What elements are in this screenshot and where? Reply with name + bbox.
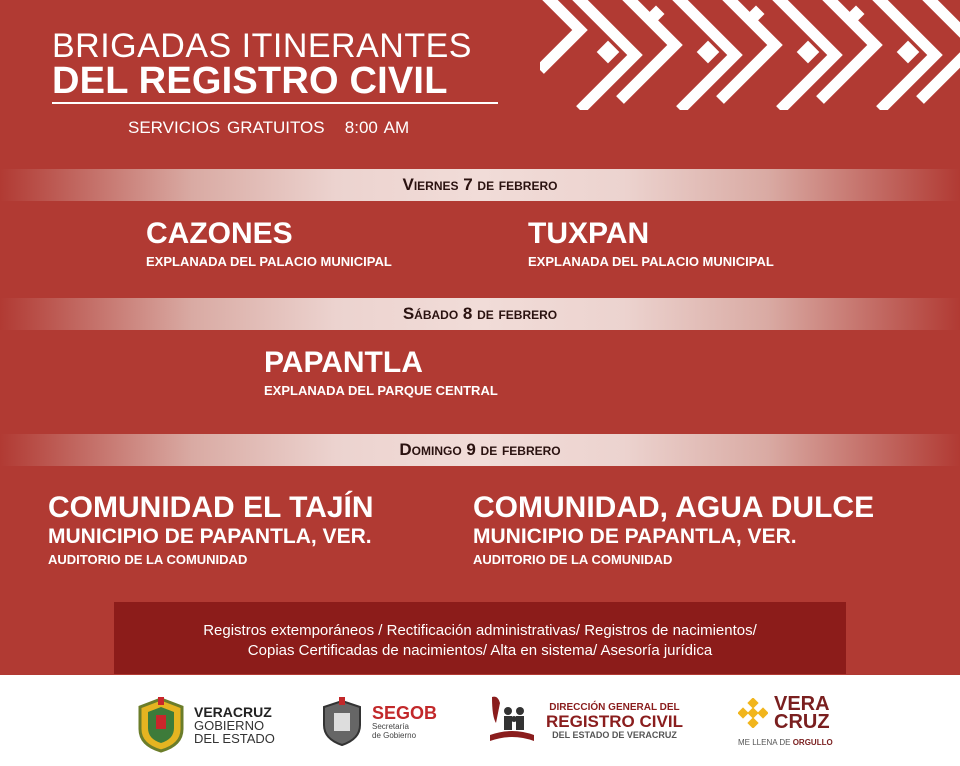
veracruz-shield-icon <box>136 697 186 753</box>
place-location: AUDITORIO DE LA COMUNIDAD <box>48 552 248 567</box>
place-name: COMUNIDAD, AGUA DULCE <box>473 491 875 524</box>
registro-civil-logo <box>486 693 683 749</box>
title-line-1: BRIGADAS ITINERANTES <box>52 27 472 65</box>
place-location: EXPLANADA DEL PALACIO MUNICIPAL <box>146 254 392 269</box>
place-cazones <box>146 217 392 271</box>
tagline-bold: ORGULLO <box>792 738 833 747</box>
segob-shield-icon <box>320 697 364 747</box>
day-label: Viernes 7 de febrero <box>402 175 558 194</box>
place-papantla <box>264 346 498 400</box>
place-location: AUDITORIO DE LA COMUNIDAD <box>473 552 673 567</box>
brand-vera: VERA <box>774 693 830 715</box>
segob-sub-1: Secretaría <box>372 722 409 731</box>
place-municipality: MUNICIPIO DE PAPANTLA, VER. <box>473 525 797 548</box>
veracruz-label: VERACRUZ <box>194 703 272 720</box>
place-agua-dulce <box>473 491 874 569</box>
gobierno-label: GOBIERNO <box>194 717 265 733</box>
place-tuxpan <box>528 217 774 271</box>
family-book-icon <box>486 693 538 749</box>
veracruz-flower-icon <box>738 698 768 728</box>
greek-fret-pattern <box>540 0 960 110</box>
veracruz-gobierno-logo <box>136 697 275 753</box>
brand-tagline <box>738 738 833 747</box>
place-name: COMUNIDAD EL TAJÍN <box>48 491 374 524</box>
footer-logos <box>0 675 960 766</box>
tagline-prefix: ME LLENA DE <box>738 738 793 747</box>
subtitle: SERVICIOS GRATUITOS 8:00 AM <box>128 118 410 137</box>
veracruz-brand-logo <box>738 695 830 731</box>
services-line-1: Registros extemporáneos / Rectificación administrativas/ Registros de nacimientos/ <box>203 622 757 639</box>
day-band-friday <box>0 169 960 201</box>
segob-logo <box>320 697 437 747</box>
place-municipality: MUNICIPIO DE PAPANTLA, VER. <box>48 525 372 548</box>
registro-line-2: REGISTRO CIVIL <box>546 712 683 731</box>
day-band-sunday <box>0 434 960 466</box>
services-line-2: Copias Certificadas de nacimientos/ Alta en sistema/ Asesoría jurídica <box>247 642 713 659</box>
title-underline <box>52 102 498 104</box>
title-line-2: DEL REGISTRO CIVIL <box>52 60 448 102</box>
place-name: TUXPAN <box>528 217 650 250</box>
del-estado-label: DEL ESTADO <box>194 730 275 746</box>
place-name: PAPANTLA <box>264 346 423 379</box>
place-el-tajin <box>48 491 374 569</box>
day-label: Domingo 9 de febrero <box>399 440 561 459</box>
day-band-saturday <box>0 298 960 330</box>
services-box <box>114 602 846 674</box>
brand-cruz: CRUZ <box>774 711 830 733</box>
registro-line-1: DIRECCIÓN GENERAL DEL <box>549 702 680 713</box>
segob-sub-2: de Gobierno <box>372 731 417 740</box>
place-location: EXPLANADA DEL PARQUE CENTRAL <box>264 383 498 398</box>
place-location: EXPLANADA DEL PALACIO MUNICIPAL <box>528 254 774 269</box>
place-name: CAZONES <box>146 217 293 250</box>
registro-line-3: DEL ESTADO DE VERACRUZ <box>552 730 677 740</box>
segob-title: SEGOB <box>372 703 438 723</box>
day-label: Sábado 8 de febrero <box>402 304 558 323</box>
